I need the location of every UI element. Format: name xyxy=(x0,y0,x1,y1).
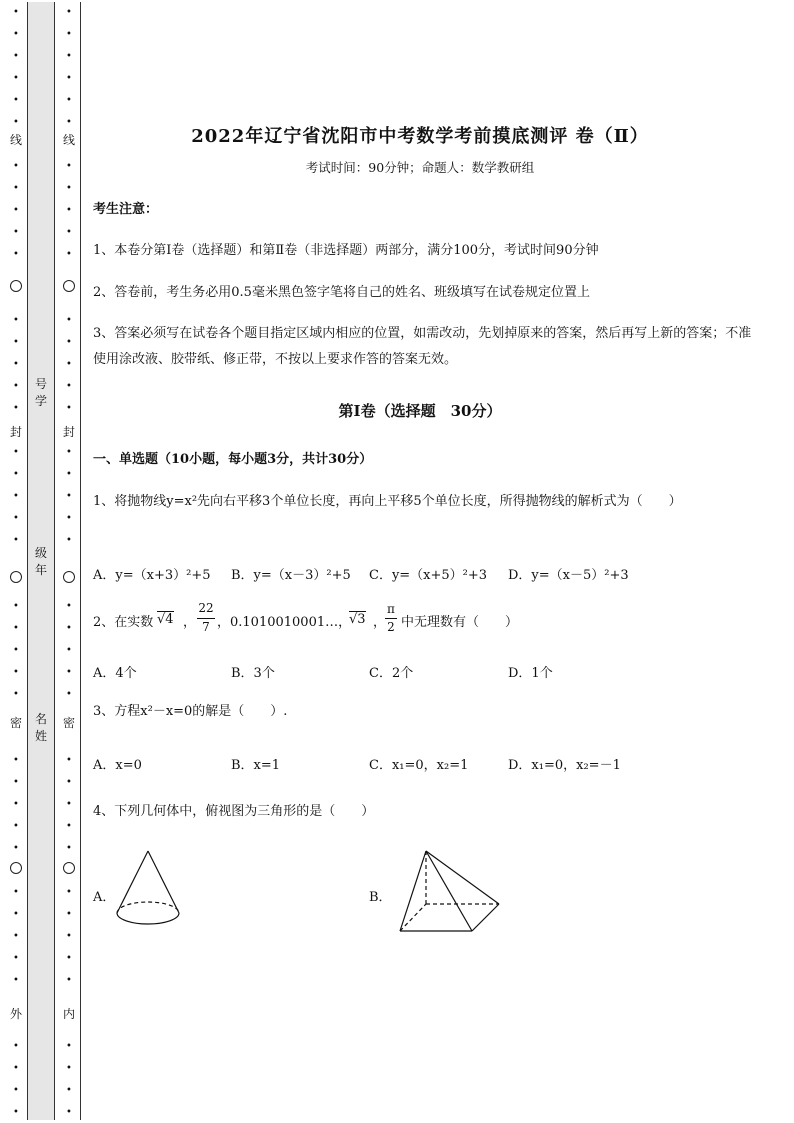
fraction-numerator: 22 xyxy=(198,601,214,615)
binding-dot: • xyxy=(66,403,72,414)
seal-mark-xian-inner: 线 xyxy=(62,133,75,147)
binding-dot: • xyxy=(66,447,72,458)
binding-dot: • xyxy=(13,1107,19,1118)
binding-dot: • xyxy=(66,51,72,62)
punch-circle xyxy=(63,571,75,583)
binding-dot: • xyxy=(66,931,72,942)
binding-dot: • xyxy=(13,51,19,62)
binding-dot: • xyxy=(66,1085,72,1096)
binding-dot: • xyxy=(13,689,19,700)
binding-dot: • xyxy=(66,535,72,546)
question-3-stem: 3、方程x²－x=0的解是（ ）. xyxy=(93,704,288,719)
binding-dot: • xyxy=(13,161,19,172)
binding-dot: • xyxy=(66,381,72,392)
question-3-option-a: A．x=0 xyxy=(93,758,142,773)
question-1-option-a: A．y=（x+3）²+5 xyxy=(93,568,211,583)
binding-dot: • xyxy=(13,645,19,656)
seal-mark-mi-outer: 密 xyxy=(9,716,22,730)
seal-mark-xian-outer: 线 xyxy=(9,133,22,147)
binding-dot: • xyxy=(66,161,72,172)
binding-dot: • xyxy=(13,1085,19,1096)
student-number-label: 号学 xyxy=(34,377,47,408)
binding-dot: • xyxy=(13,95,19,106)
fraction-numerator: π xyxy=(387,602,395,616)
binding-dot: • xyxy=(66,513,72,524)
question-2-comma: ， xyxy=(183,615,197,630)
binding-dot: • xyxy=(13,755,19,766)
binding-dot: • xyxy=(13,667,19,678)
question-4-option-a: A． xyxy=(93,890,116,905)
binding-dot: • xyxy=(66,183,72,194)
punch-circle xyxy=(10,571,22,583)
question-2-decimal: ，0.1010010001…， xyxy=(217,615,352,630)
binding-dot: • xyxy=(66,491,72,502)
notice-heading: 考生注意： xyxy=(93,202,159,217)
notice-item-1: 1、本卷分第Ⅰ卷（选择题）和第Ⅱ卷（非选择题）两部分，满分100分，考试时间90分钟 xyxy=(93,243,599,258)
binding-dot: • xyxy=(13,777,19,788)
binding-dot: • xyxy=(66,909,72,920)
punch-circle xyxy=(10,280,22,292)
binding-dot: • xyxy=(13,469,19,480)
binding-dot: • xyxy=(66,799,72,810)
seal-mark-mi-inner: 密 xyxy=(62,716,75,730)
binding-dot: • xyxy=(13,73,19,84)
binding-dot: • xyxy=(66,843,72,854)
binding-dot: • xyxy=(66,645,72,656)
binding-dot: • xyxy=(66,359,72,370)
binding-dot: • xyxy=(66,821,72,832)
question-1-option-d: D．y=（x－5）²+3 xyxy=(508,568,629,583)
binding-dot: • xyxy=(13,29,19,40)
binding-dot: • xyxy=(13,491,19,502)
binding-dot: • xyxy=(13,1063,19,1074)
binding-dot: • xyxy=(13,887,19,898)
binding-dot: • xyxy=(13,7,19,18)
part-one-heading: 一、单选题（10小题，每小题3分，共计30分） xyxy=(93,452,373,467)
seal-mark-wai: 外 xyxy=(9,1007,22,1021)
binding-dot: • xyxy=(13,403,19,414)
binding-dot: • xyxy=(13,1041,19,1052)
binding-dot: • xyxy=(13,601,19,612)
notice-item-2: 2、答卷前，考生务必用0.5毫米黑色签字笔将自己的姓名、班级填写在试卷规定位置上 xyxy=(93,285,590,300)
binding-dot: • xyxy=(66,1063,72,1074)
exam-title: 2022年辽宁省沈阳市中考数学考前摸底测评 卷（Ⅱ） xyxy=(191,126,649,147)
binding-dot: • xyxy=(66,95,72,106)
binding-dot: • xyxy=(13,381,19,392)
binding-dot: • xyxy=(13,623,19,634)
cone-figure xyxy=(112,846,186,936)
section-title: 第Ⅰ卷（选择题 30分） xyxy=(338,402,502,420)
question-3-option-d: D．x₁=0，x₂=－1 xyxy=(508,758,621,773)
binding-dot: • xyxy=(13,843,19,854)
punch-circle xyxy=(63,862,75,874)
name-label: 名姓 xyxy=(34,712,47,743)
binding-dot: • xyxy=(66,469,72,480)
binding-dot: • xyxy=(13,183,19,194)
grade-label: 级年 xyxy=(34,546,47,577)
question-2-stem-tail: 中无理数有（ ） xyxy=(401,615,519,630)
binding-dot: • xyxy=(66,315,72,326)
fraction-denominator: 2 xyxy=(385,618,397,636)
binding-dot: • xyxy=(13,447,19,458)
binding-dot: • xyxy=(66,623,72,634)
binding-dot: • xyxy=(66,205,72,216)
binding-dot: • xyxy=(66,227,72,238)
question-1-option-c: C．y=（x+5）²+3 xyxy=(369,568,488,583)
binding-dot: • xyxy=(66,777,72,788)
question-3-option-c: C．x₁=0，x₂=1 xyxy=(369,758,469,773)
binding-dot: • xyxy=(66,689,72,700)
binding-dot: • xyxy=(66,73,72,84)
question-2-stem xyxy=(93,600,753,640)
binding-dot: • xyxy=(13,337,19,348)
question-2-option-c: C．2个 xyxy=(369,666,414,681)
question-4-option-b: B． xyxy=(369,890,392,905)
binding-dot: • xyxy=(13,953,19,964)
question-2-option-a: A．4个 xyxy=(93,666,137,681)
binding-dot: • xyxy=(66,887,72,898)
binding-dot: • xyxy=(13,821,19,832)
binding-dot: • xyxy=(13,513,19,524)
question-2-option-d: D．1个 xyxy=(508,666,553,681)
question-2-sqrt3: √3 xyxy=(349,612,366,627)
binding-dot: • xyxy=(66,7,72,18)
binding-dot: • xyxy=(13,227,19,238)
binding-dot: • xyxy=(13,535,19,546)
question-3-option-b: B．x=1 xyxy=(231,758,281,773)
question-1-stem: 1、将抛物线y=x²先向右平移3个单位长度，再向上平移5个单位长度，所得抛物线的解析式为（ ） xyxy=(93,494,682,509)
binding-dot: • xyxy=(13,249,19,260)
binding-dot: • xyxy=(13,117,19,128)
binding-dot: • xyxy=(66,337,72,348)
exam-subtitle: 考试时间：90分钟；命题人：数学教研组 xyxy=(305,160,535,175)
binding-dot: • xyxy=(66,249,72,260)
binding-dot: • xyxy=(13,359,19,370)
binding-margin xyxy=(0,0,82,1123)
binding-dot: • xyxy=(13,931,19,942)
punch-circle xyxy=(63,280,75,292)
question-1-option-b: B．y=（x－3）²+5 xyxy=(231,568,351,583)
binding-dot: • xyxy=(13,909,19,920)
pyramid-figure xyxy=(396,848,504,936)
binding-dot: • xyxy=(66,29,72,40)
fraction-denominator: 7 xyxy=(197,618,215,636)
punch-circle xyxy=(10,862,22,874)
binding-dot: • xyxy=(13,315,19,326)
question-2-stem-part: 2、在实数 xyxy=(93,615,154,630)
binding-dot: • xyxy=(66,953,72,964)
binding-dot: • xyxy=(66,1107,72,1118)
notice-item-3: 3、答案必须写在试卷各个题目指定区域内相应的位置，如需改动，先划掉原来的答案，然后再写上新的答案；不准使用涂改液、胶带纸、修正带，不按以上要求作答的答案无效。 xyxy=(93,326,752,367)
binding-dot: • xyxy=(66,755,72,766)
binding-dot: • xyxy=(66,117,72,128)
binding-dot: • xyxy=(66,667,72,678)
binding-dot: • xyxy=(66,975,72,986)
question-2-sqrt4: √4 xyxy=(157,612,174,627)
question-4-stem: 4、下列几何体中，俯视图为三角形的是（ ） xyxy=(93,804,375,819)
binding-dot: • xyxy=(13,975,19,986)
binding-dot: • xyxy=(66,1041,72,1052)
seal-mark-nei: 内 xyxy=(62,1007,75,1021)
question-2-option-b: B．3个 xyxy=(231,666,275,681)
binding-dot: • xyxy=(66,601,72,612)
binding-dot: • xyxy=(13,799,19,810)
binding-dot: • xyxy=(13,205,19,216)
question-2-comma: ， xyxy=(373,615,387,630)
binding-inner-line xyxy=(80,2,81,1120)
seal-mark-feng-outer: 封 xyxy=(9,425,22,439)
seal-mark-feng-inner: 封 xyxy=(62,425,75,439)
